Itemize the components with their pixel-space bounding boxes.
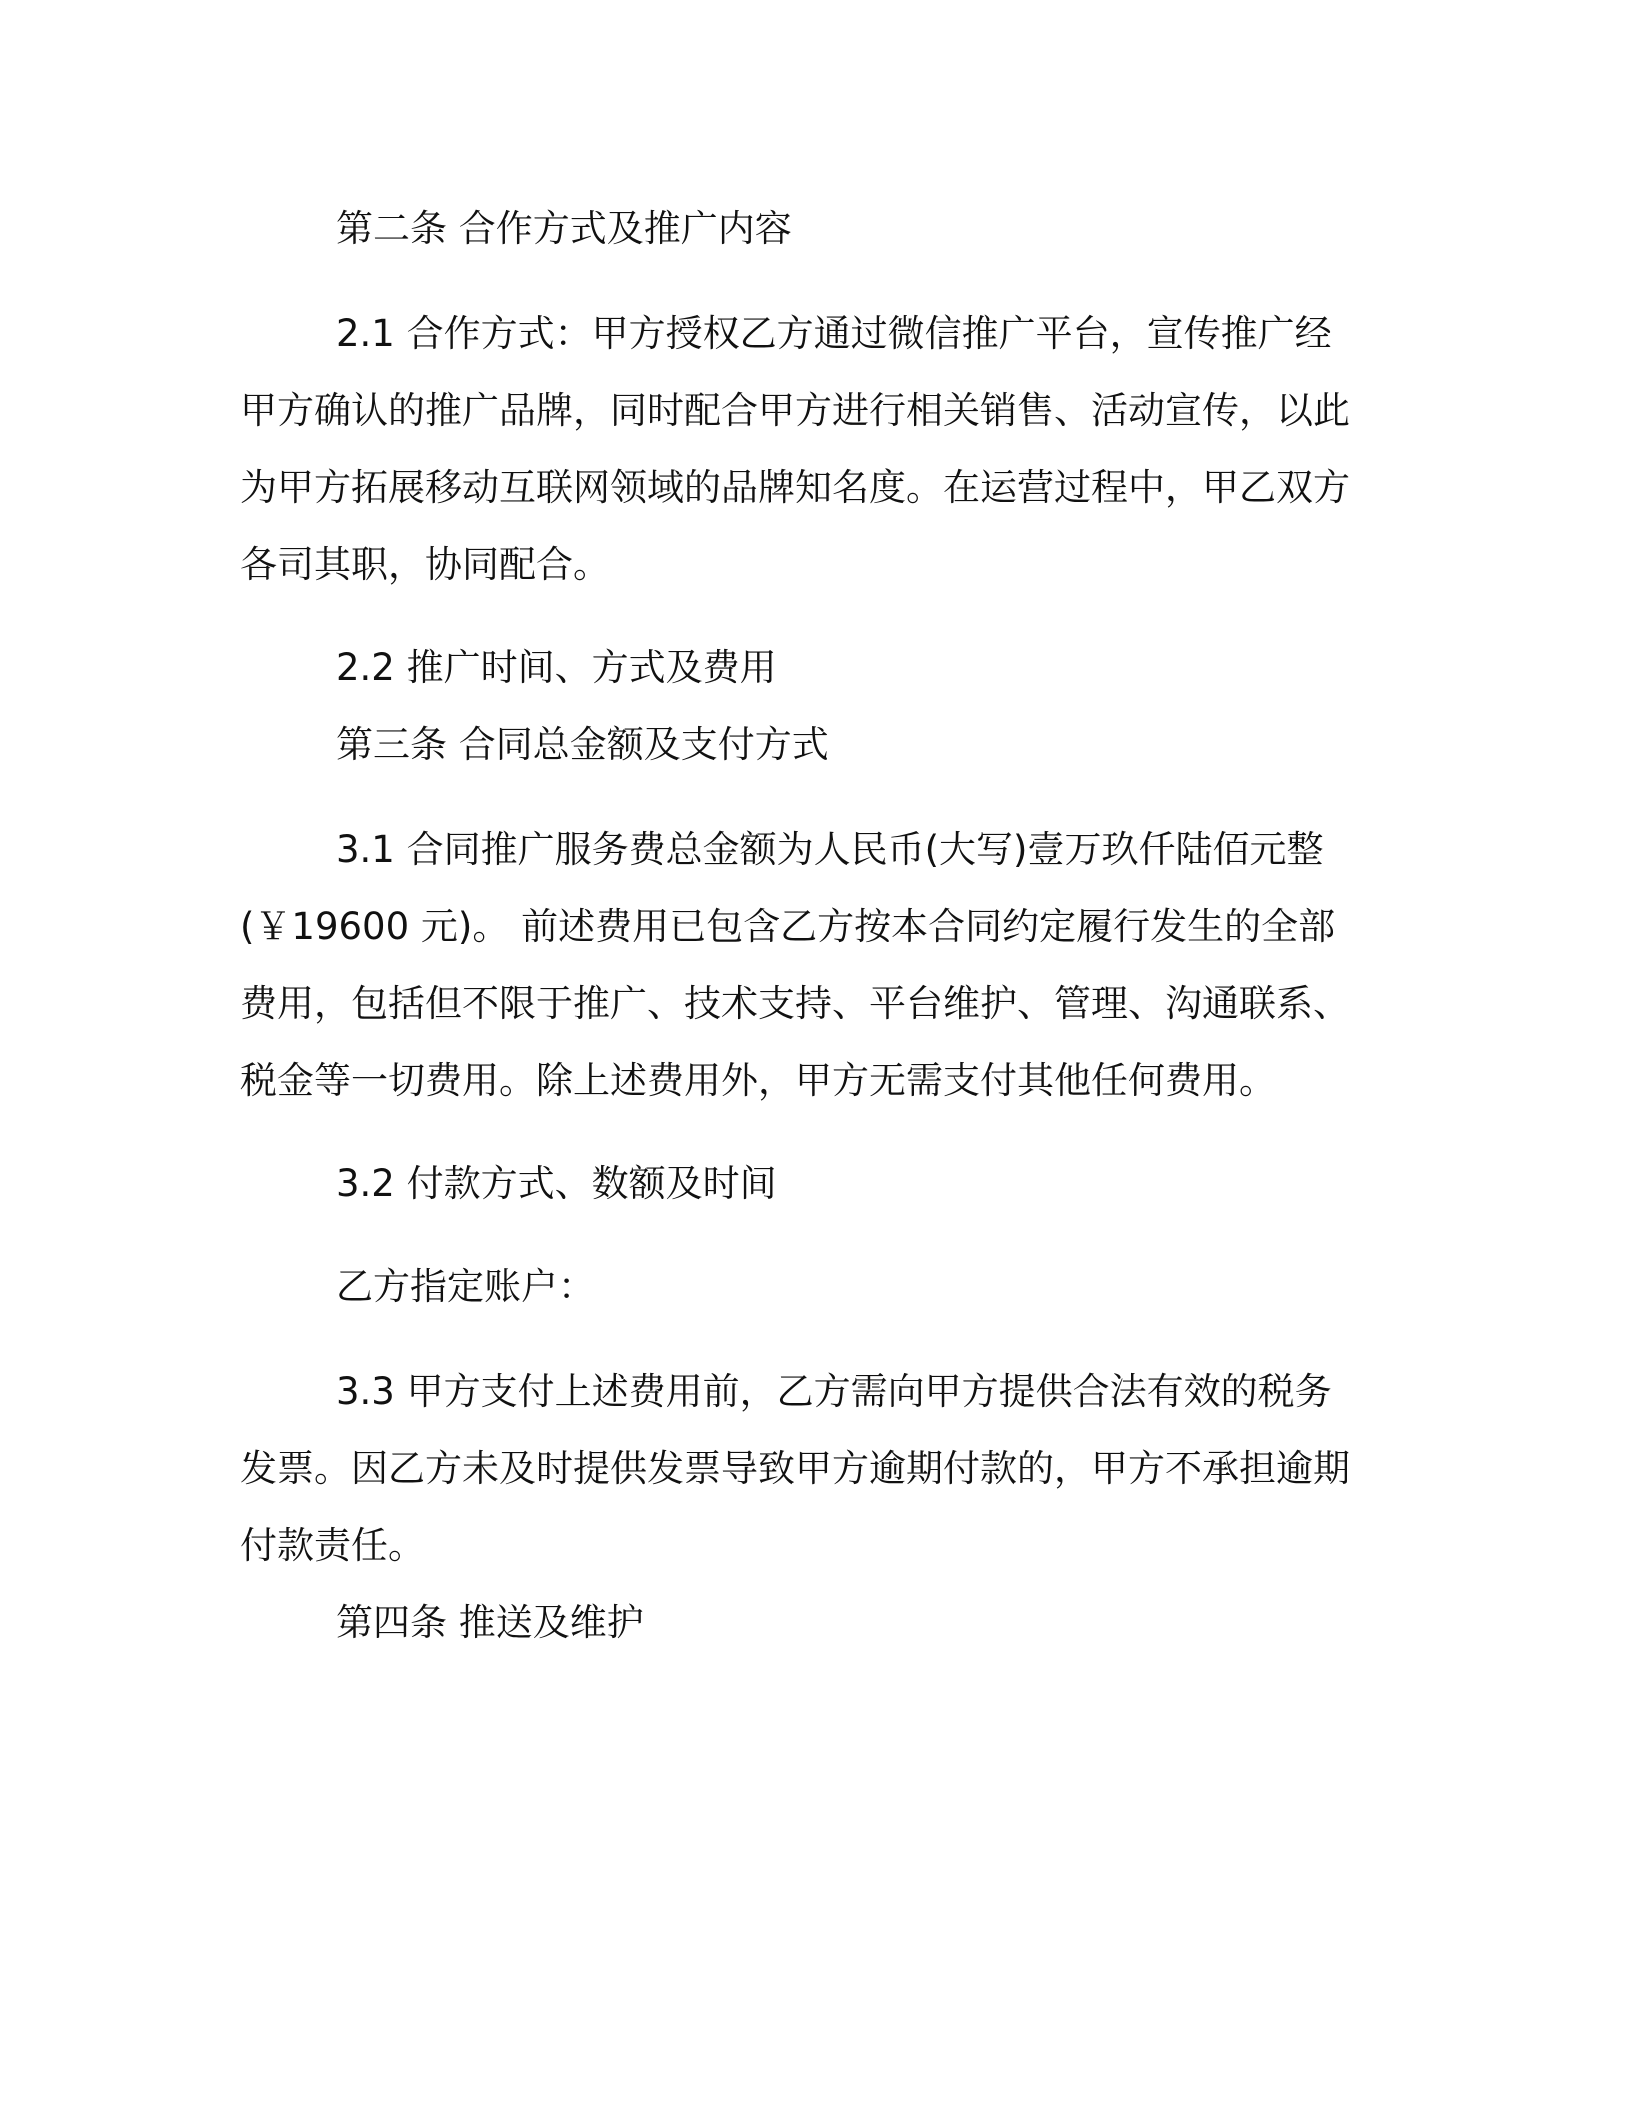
clause-3-1: 3.1 合同推广服务费总金额为人民币(大写)壹万玖仟陆佰元整(￥19600 元)。 前述费用已包含乙方按本合同约定履行发生的全部费用，包括但不限于推广、技术支持、平台维护、管理、沟通联系、税金等一切费用。除上述费用外，甲方无需支付其他任何费用。 [240, 828, 1350, 1102]
document-body [240, 190, 1360, 1661]
clause-3-3: 3.3 甲方支付上述费用前，乙方需向甲方提供合法有效的税务发票。因乙方未及时提供发票导致甲方逾期付款的，甲方不承担逾期付款责任。 [240, 1370, 1350, 1567]
article-2-title: 第二条 合作方式及推广内容 [336, 207, 792, 250]
clause-2-1: 2.1 合作方式：甲方授权乙方通过微信推广平台，宣传推广经甲方确认的推广品牌，同时配合甲方进行相关销售、活动宣传，以此为甲方拓展移动互联网领域的品牌知名度。在运营过程中，甲乙双方各司其职，协同配合。 [240, 312, 1350, 586]
designated-account-label: 乙方指定账户： [336, 1265, 595, 1308]
article-4-title: 第四条 推送及维护 [336, 1601, 644, 1644]
clause-2-2: 2.2 推广时间、方式及费用 [336, 646, 777, 689]
clause-3-2: 3.2 付款方式、数额及时间 [336, 1162, 777, 1205]
article-3-title: 第三条 合同总金额及支付方式 [336, 723, 829, 766]
